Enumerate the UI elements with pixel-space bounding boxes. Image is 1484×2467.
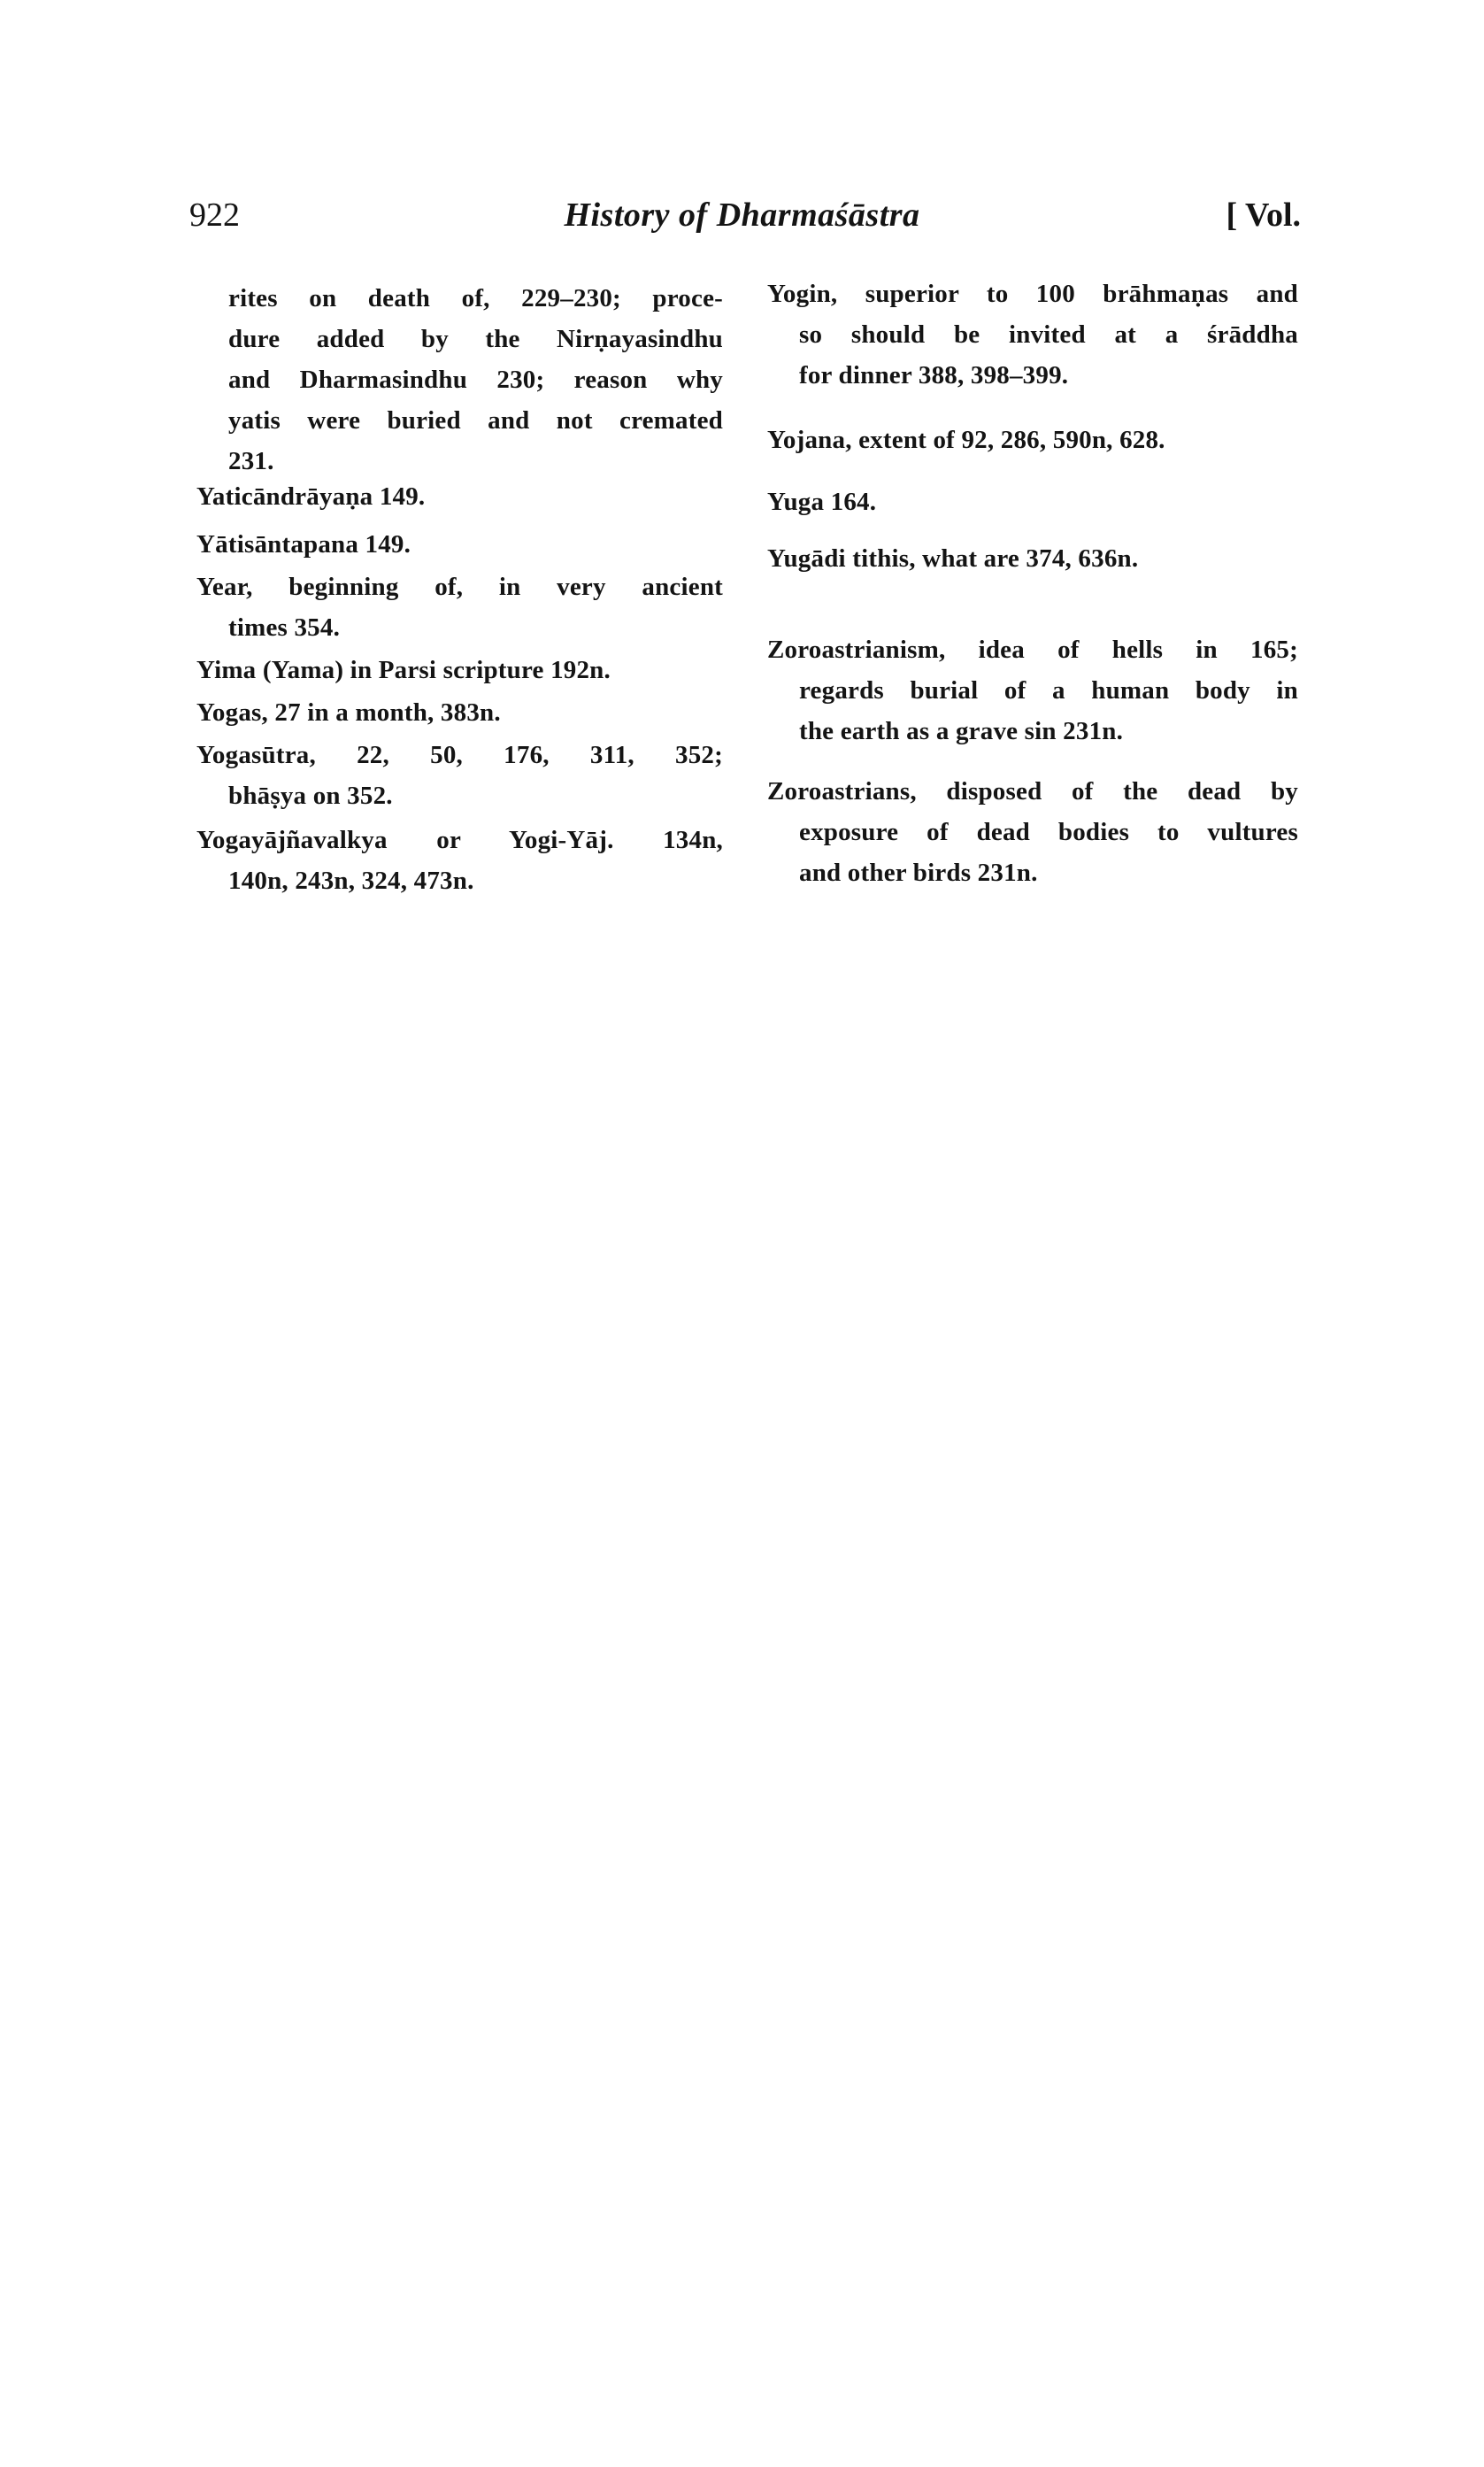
index-entry-line: bhāṣya on 352. bbox=[228, 782, 393, 810]
index-entry-line: Zoroastrians, disposed of the dead by bbox=[767, 777, 1298, 806]
index-entry-line: 231. bbox=[228, 447, 274, 475]
index-entry-line: Yogas, 27 in a month, 383n. bbox=[196, 698, 501, 727]
index-entry bbox=[196, 278, 723, 482]
index-entry-line: Yogin, superior to 100 brāhmaṇas and bbox=[767, 280, 1298, 308]
index-entry-line: Yaticāndrāyaṇa 149. bbox=[196, 482, 426, 511]
index-entry-line: Yogasūtra, 22, 50, 176, 311, 352; bbox=[196, 741, 723, 769]
index-entry-line: and Dharmasindhu 230; reason why bbox=[228, 366, 723, 394]
index-entry-line: and other birds 231n. bbox=[799, 859, 1038, 887]
index-entry-line: Zoroastrianism, idea of hells in 165; bbox=[767, 636, 1298, 664]
index-entry-line: the earth as a grave sin 231n. bbox=[799, 717, 1124, 745]
index-entry-line: dure added by the Nirṇayasindhu bbox=[228, 325, 723, 353]
index-entry-line: Yuga 164. bbox=[767, 488, 877, 516]
index-entry-line: yatis were buried and not cremated bbox=[228, 406, 723, 435]
running-title: History of Dharmaśāstra bbox=[564, 197, 920, 234]
index-entry-line: Yogayājñavalkya or Yogi-Yāj. 134n, bbox=[196, 826, 723, 854]
index-entry bbox=[767, 538, 1298, 579]
index-entry-line: times 354. bbox=[228, 613, 341, 642]
index-entry-line: rites on death of, 229–230; proce- bbox=[228, 284, 723, 312]
index-entry bbox=[196, 820, 723, 901]
index-entry-line: Yima (Yama) in Parsi scripture 192n. bbox=[196, 656, 611, 684]
index-entry-line: so should be invited at a śrāddha bbox=[799, 320, 1298, 349]
index-entry-line: for dinner 388, 398–399. bbox=[799, 361, 1069, 389]
index-entry bbox=[767, 420, 1298, 460]
index-entry-line: 140n, 243n, 324, 473n. bbox=[228, 867, 474, 895]
index-entry-line: exposure of dead bodies to vultures bbox=[799, 818, 1298, 846]
index-entry-line: Year, beginning of, in very ancient bbox=[196, 573, 723, 601]
index-entry bbox=[196, 567, 723, 648]
volume-label: [ Vol. bbox=[1226, 197, 1301, 234]
index-entry bbox=[767, 274, 1298, 396]
index-entry-line: Yugādi tithis, what are 374, 636n. bbox=[767, 544, 1139, 573]
index-entry bbox=[196, 650, 723, 690]
page-number: 922 bbox=[189, 197, 240, 234]
index-entry bbox=[767, 482, 1298, 522]
index-entry bbox=[196, 692, 723, 733]
index-entry bbox=[196, 476, 723, 517]
index-entry-line: regards burial of a human body in bbox=[799, 676, 1298, 705]
index-entry bbox=[767, 629, 1298, 752]
index-entry bbox=[196, 524, 723, 565]
index-entry bbox=[196, 735, 723, 816]
index-entry-line: Yojana, extent of 92, 286, 590n, 628. bbox=[767, 426, 1165, 454]
index-entry-line: Yātisāntapana 149. bbox=[196, 530, 411, 559]
index-entry bbox=[767, 771, 1298, 893]
